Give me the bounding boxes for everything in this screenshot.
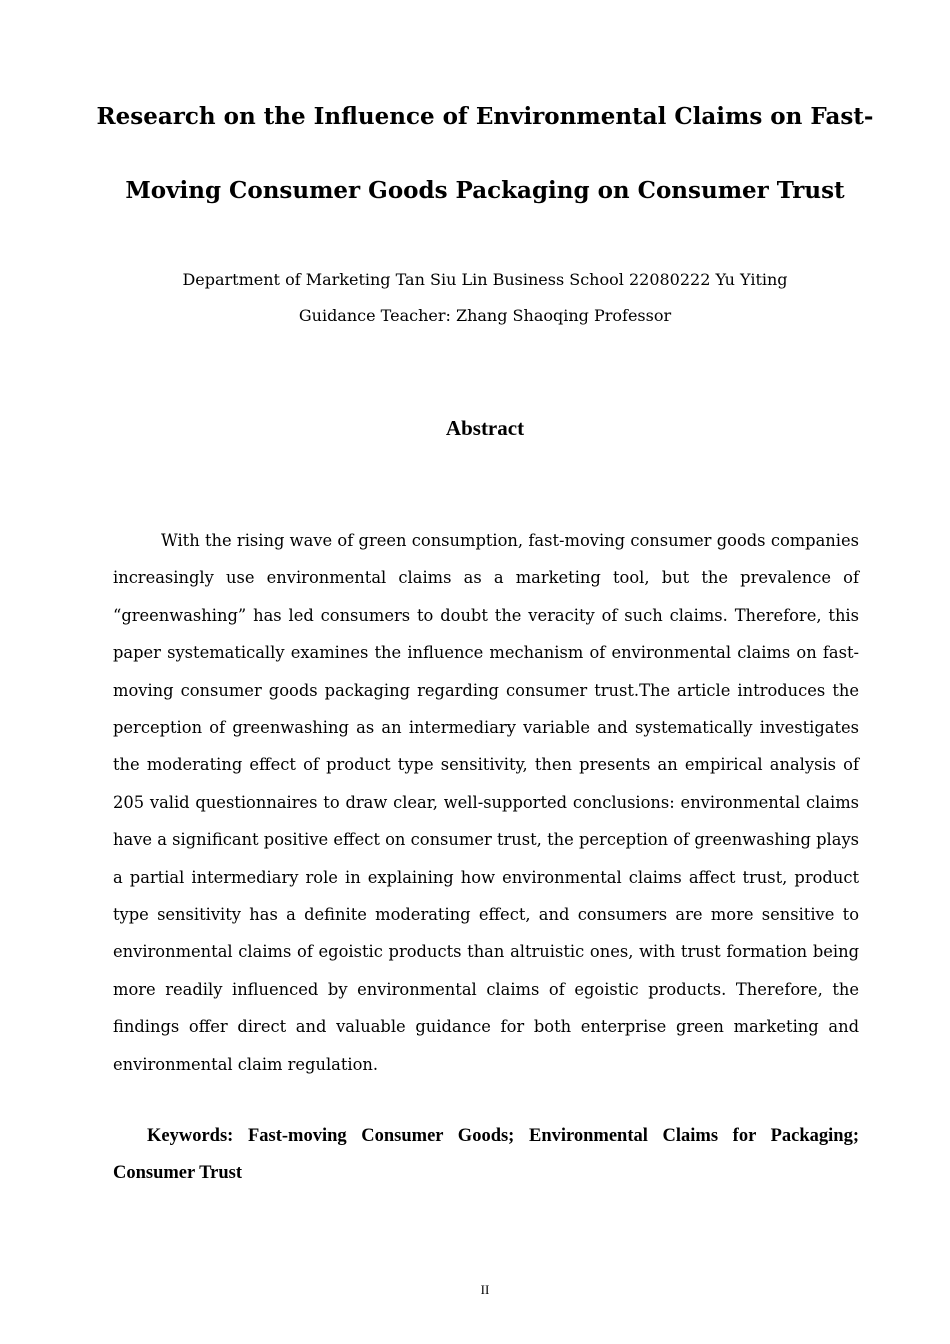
advisor-line: Guidance Teacher: Zhang Shaoqing Professor xyxy=(298,306,672,325)
abstract-body: With the rising wave of green consumption, fast-moving consumer goods companies increasingly use environmental claims as a marketing tool, but the prevalence of “greenwashing” has led consumers to doubt the veracity of such claims. Therefore, this paper systematically examines the influence mechanism of environmental claims on fast-moving consumer goods packaging regarding consumer trust.The article introduces the perception of greenwashing as an intermediary variable and systematically investigates the moderating effect of product type sensitivity, then presents an empirical analysis of 205 valid questionnaires to draw clear, well-supported conclusions: environmental claims have a significant positive effect on consumer trust, the perception of greenwashing plays a partial intermediary role in explaining how environmental claims affect trust, product type sensitivity has a definite moderating effect, and consumers are more sensitive to environmental claims of egoistic products than altruistic ones, with trust formation being more readily influenced by environmental claims of egoistic products. Therefore, the findings offer direct and valuable guidance for both enterprise green marketing and environmental claim regulation. xyxy=(113,531,859,1074)
paper-title-line-2: Moving Consumer Goods Packaging on Consumer Trust xyxy=(125,177,845,204)
paper-title xyxy=(60,80,910,228)
keywords: Keywords: Fast-moving Consumer Goods; Environmental Claims for Packaging; Consumer Trust xyxy=(113,1126,859,1183)
author-affiliation: Department of Marketing Tan Siu Lin Business School 22080222 Yu Yiting xyxy=(182,270,788,289)
abstract-heading: Abstract xyxy=(445,416,525,440)
paper-title-line-1: Research on the Influence of Environmental Claims on Fast- xyxy=(96,103,874,130)
page-number: II xyxy=(480,1282,490,1297)
